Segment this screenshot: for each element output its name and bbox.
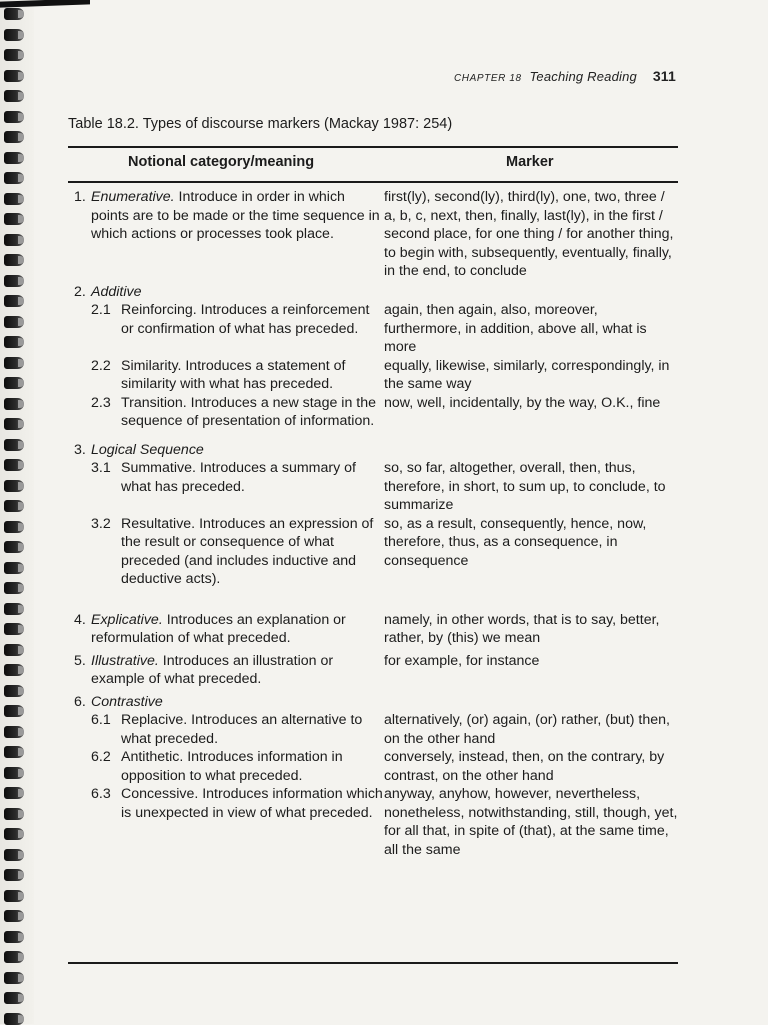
marker-cell: alternatively, (or) again, (or) rather, (but) then, on the other hand	[384, 712, 670, 747]
table-row	[74, 785, 678, 859]
category-title: Enumerative.	[91, 189, 175, 205]
category-cell	[74, 711, 384, 748]
spiral-coil	[4, 193, 24, 205]
item-number: 6.1	[91, 712, 111, 728]
category-cell	[74, 515, 384, 589]
spiral-coil	[4, 562, 24, 574]
spiral-coil	[4, 131, 24, 143]
category-description: Introduces an explanation or reformulation of what preceded.	[91, 611, 346, 646]
marker-cell	[384, 281, 678, 302]
spiral-coil	[4, 1013, 24, 1025]
spiral-coil	[4, 377, 24, 389]
table-row	[74, 459, 678, 515]
spiral-coil	[4, 336, 24, 348]
category-cell	[74, 589, 384, 648]
spiral-coil	[4, 8, 24, 20]
spiral-coil	[4, 295, 24, 307]
spiral-coil	[4, 685, 24, 697]
spiral-coil	[4, 603, 24, 615]
binding-edge-mark	[0, 0, 90, 8]
spiral-coil	[4, 869, 24, 881]
spiral-coil	[4, 890, 24, 902]
spiral-coil	[4, 972, 24, 984]
spiral-coil	[4, 316, 24, 328]
table-caption: Table 18.2. Types of discourse markers (Mackay 1987: 254)	[68, 116, 453, 132]
category-cell	[74, 281, 384, 302]
spiral-coil	[4, 357, 24, 369]
category-cell	[74, 301, 384, 357]
chapter-title: Teaching Reading	[529, 69, 637, 84]
category-cell	[74, 648, 384, 689]
table-row	[74, 689, 678, 712]
marker-cell: again, then again, also, moreover, furthermore, in addition, above all, what is more	[384, 302, 647, 355]
item-number: 4.	[74, 611, 86, 628]
category-cell	[74, 785, 384, 859]
spiral-coil	[4, 418, 24, 430]
item-number: 3.	[74, 441, 86, 458]
spiral-coil	[4, 951, 24, 963]
spiral-coil	[4, 172, 24, 184]
item-number: 2.	[74, 283, 86, 300]
category-description: Concessive. Introduces information which is unexpected in view of what preceded.	[121, 786, 383, 821]
category-description: Transition. Introduces a new stage in the sequence of presentation of information.	[121, 394, 376, 429]
spiral-coil	[4, 234, 24, 246]
spiral-coil	[4, 254, 24, 266]
spiral-coil	[4, 541, 24, 553]
item-number: 6.	[74, 693, 86, 710]
item-number: 3.2	[91, 515, 111, 532]
table-row	[74, 301, 678, 357]
table-row	[74, 589, 678, 648]
table-row	[74, 648, 678, 689]
marker-cell: now, well, incidentally, by the way, O.K., fine	[384, 394, 661, 411]
spiral-coil	[4, 808, 24, 820]
table-bottom-rule	[68, 962, 678, 964]
marker-cell: first(ly), second(ly), third(ly), one, two, three / a, b, c, next, then, finally, last(ly), in the first / second place, for one thing / for another thing, to begin with, subsequently, eventually, finally, in the end, to conclude	[384, 189, 674, 279]
item-number: 2.3	[91, 394, 111, 411]
table-row	[74, 188, 678, 281]
marker-cell: for example, for instance	[384, 652, 540, 669]
category-description: Replacive. Introduces an alternative to what preceded.	[121, 712, 363, 747]
marker-cell: namely, in other words, that is to say, better, rather, by (this) we mean	[384, 611, 660, 646]
spiral-coil	[4, 439, 24, 451]
spiral-coil	[4, 787, 24, 799]
item-number: 1.	[74, 189, 86, 205]
marker-cell: equally, likewise, similarly, correspondingly, in the same way	[384, 357, 670, 392]
spiral-coil	[4, 49, 24, 61]
spiral-coil	[4, 623, 24, 635]
item-number: 2.2	[91, 357, 111, 374]
spiral-binding	[0, 0, 34, 1024]
category-cell	[74, 748, 384, 785]
category-description: Summative. Introduces a summary of what has preceded.	[121, 460, 356, 495]
spiral-coil	[4, 931, 24, 943]
item-number: 3.1	[91, 460, 111, 476]
spiral-coil	[4, 746, 24, 758]
category-cell	[74, 459, 384, 515]
table-row	[74, 394, 678, 431]
marker-cell	[384, 689, 678, 712]
spiral-coil	[4, 849, 24, 861]
spiral-coil	[4, 500, 24, 512]
spiral-coil	[4, 992, 24, 1004]
table-row	[74, 281, 678, 302]
category-title: Additive	[91, 283, 142, 300]
table-row	[74, 357, 678, 394]
table-row	[74, 515, 678, 589]
spiral-coil	[4, 910, 24, 922]
spiral-coil	[4, 398, 24, 410]
item-number: 2.1	[91, 302, 111, 318]
category-description: Resultative. Introduces an expression of the result or consequence of what preceded (and includes inductive and deductive acts).	[121, 515, 374, 587]
column-header-marker: Marker	[506, 154, 554, 170]
category-title: Explicative.	[91, 611, 163, 628]
spiral-coil	[4, 582, 24, 594]
category-title: Illustrative.	[91, 652, 159, 669]
category-description: Similarity. Introduces a statement of similarity with what has preceded.	[121, 357, 346, 392]
spiral-coil	[4, 480, 24, 492]
category-cell	[74, 394, 384, 431]
marker-cell: so, as a result, consequently, hence, now, therefore, thus, as a consequence, in consequence	[384, 515, 647, 569]
category-title: Logical Sequence	[91, 441, 204, 458]
page-number: 311	[652, 68, 676, 84]
category-description: Reinforcing. Introduces a reinforcement or confirmation of what has preceded.	[121, 302, 370, 337]
spiral-coil	[4, 705, 24, 717]
marker-cell: conversely, instead, then, on the contrary, by contrast, on the other hand	[384, 749, 665, 784]
spiral-coil	[4, 459, 24, 471]
spiral-coil	[4, 152, 24, 164]
spiral-coil	[4, 521, 24, 533]
table-row	[74, 748, 678, 785]
spiral-coil	[4, 70, 24, 82]
spiral-coil	[4, 828, 24, 840]
category-description: Introduces an illustration or example of what preceded.	[91, 652, 334, 687]
column-header-category: Notional category/meaning	[128, 154, 315, 170]
category-cell	[74, 188, 384, 281]
spiral-coil	[4, 726, 24, 738]
category-cell	[74, 431, 384, 460]
table-row	[74, 431, 678, 460]
spiral-coil	[4, 111, 24, 123]
table-top-rule	[68, 146, 678, 148]
item-number: 6.3	[91, 786, 111, 802]
table-row	[74, 711, 678, 748]
category-cell	[74, 689, 384, 712]
spiral-coil	[4, 644, 24, 656]
marker-cell	[384, 431, 678, 460]
category-description: Antithetic. Introduces information in opposition to what preceded.	[121, 749, 343, 784]
table-header-rule	[68, 181, 678, 183]
category-description: Introduce in order in which points are to be made or the time sequence in which actions or processes took place.	[91, 189, 380, 242]
category-title: Contrastive	[91, 693, 163, 710]
spiral-coil	[4, 664, 24, 676]
discourse-markers-table	[74, 188, 678, 859]
marker-cell: anyway, anyhow, however, nevertheless, nonetheless, notwithstanding, still, though, yet, for all that, in spite of (that), at the same time, all the same	[384, 786, 678, 858]
spiral-coil	[4, 90, 24, 102]
spiral-coil	[4, 275, 24, 287]
item-number: 5.	[74, 652, 86, 669]
spiral-coil	[4, 29, 24, 41]
item-number: 6.2	[91, 749, 111, 765]
running-head	[454, 68, 676, 84]
spiral-coil	[4, 213, 24, 225]
marker-cell: so, so far, altogether, overall, then, thus, therefore, in short, to sum up, to conclude, to summarize	[384, 460, 666, 513]
category-cell	[74, 357, 384, 394]
chapter-label: CHAPTER 18	[453, 73, 522, 84]
spiral-coil	[4, 767, 24, 779]
